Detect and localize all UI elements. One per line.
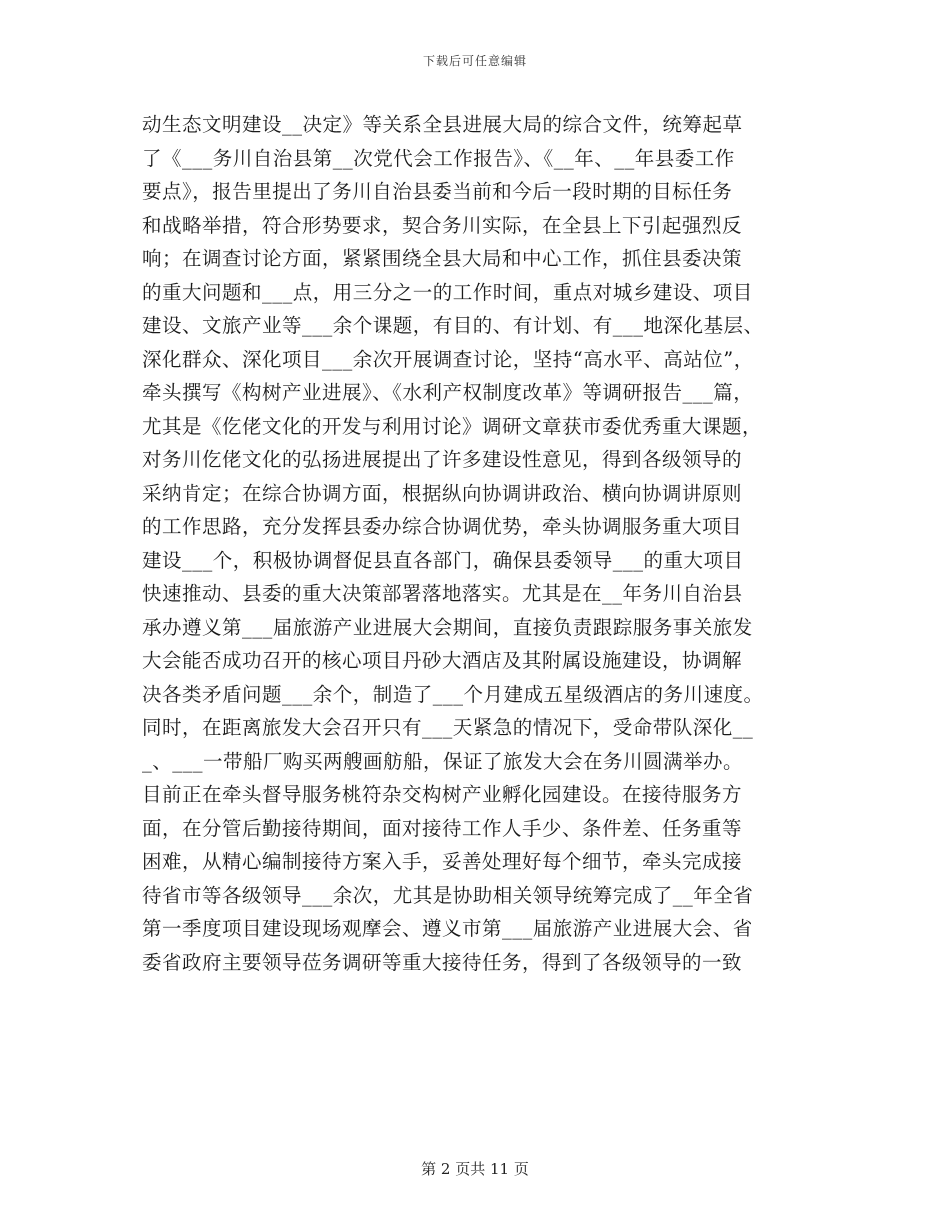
text-line: _、___一带船厂购买两艘画舫船，保证了旅发大会在务川圆满举办。 [142,749,744,773]
text-line: 待省市等各级领导___余次，尤其是协助相关领导统筹完成了__年全省 [142,883,754,907]
text-line: 对务川仡佬文化的弘扬进展提出了许多建设性意见，得到各级领导的 [142,448,743,471]
text-line: 尤其是《仡佬文化的开发与利用讨论》调研文章获市委优秀重大课题， [142,414,763,438]
text-line: 承办遵义第___届旅游产业进展大会期间，直接负责跟踪服务事关旅发 [142,615,753,639]
text-line: 决各类矛盾问题___余个，制造了___个月建成五星级酒店的务川速度。 [142,682,764,706]
text-line: 采纳肯定；在综合协调方面，根据纵向协调讲政治、横向协调讲原则 [142,481,743,505]
text-line: 面，在分管后勤接待期间，面对接待工作人手少、条件差、任务重等 [142,816,743,840]
text-line: 困难，从精心编制接待方案入手，妥善处理好每个细节，牵头完成接 [142,850,743,873]
text-line: 的重大问题和___点，用三分之一的工作时间，重点对城乡建设、项目 [142,280,753,304]
page-footer: 第 2 页共 11 页 [421,1160,529,1178]
text-line: 快速推动、县委的重大决策部署落地落实。尤其是在__年务川自治县 [142,582,743,605]
text-line: 动生态文明建设__决定》等关系全县进展大局的综合文件，统筹起草 [142,113,743,136]
text-line: 建设、文旅产业等___余个课题，有目的、有计划、有___地深化基层、 [142,314,764,337]
text-line: 建设___个，积极协调督促县直各部门，确保县委领导___的重大项目 [142,548,744,572]
text-line: 大会能否成功召开的核心项目丹砂大酒店及其附属设施建设，协调解 [142,649,743,672]
text-line: 目前正在牵头督导服务桃符杂交构树产业孵化园建设。在接待服务方 [142,783,743,806]
text-line: 了《___务川自治县第__次党代会工作报告》、《__年、__年县委工作 [142,146,735,170]
text-line: 响；在调查讨论方面，紧紧围绕全县大局和中心工作，抓住县委决策 [142,247,743,270]
text-line: 和战略举措，符合形势要求，契合务川实际，在全县上下引起强烈反 [142,213,743,237]
text-line: 的工作思路，充分发挥县委办综合协调优势，牵头协调服务重大项目 [142,515,743,538]
page-header: 下载后可任意编辑 [422,54,527,68]
text-line: 同时，在距离旅发大会召开只有___天紧急的情况下，受命带队深化__ [142,716,754,739]
text-line: 要点》，报告里提出了务川自治县委当前和今后一段时期的目标任务 [142,180,733,203]
text-line: 委省政府主要领导莅务调研等重大接待任务，得到了各级领导的一致 [142,950,743,974]
body-text [142,108,812,979]
text-line: 深化群众、深化项目___余次开展调查讨论，坚持“高水平、高站位”， [142,347,754,371]
text-line: 第一季度项目建设现场观摩会、遵义市第___届旅游产业进展大会、省 [142,917,753,940]
text-line: 牵头撰写《构树产业进展》、《水利产权制度改革》等调研报告___篇， [142,381,754,404]
